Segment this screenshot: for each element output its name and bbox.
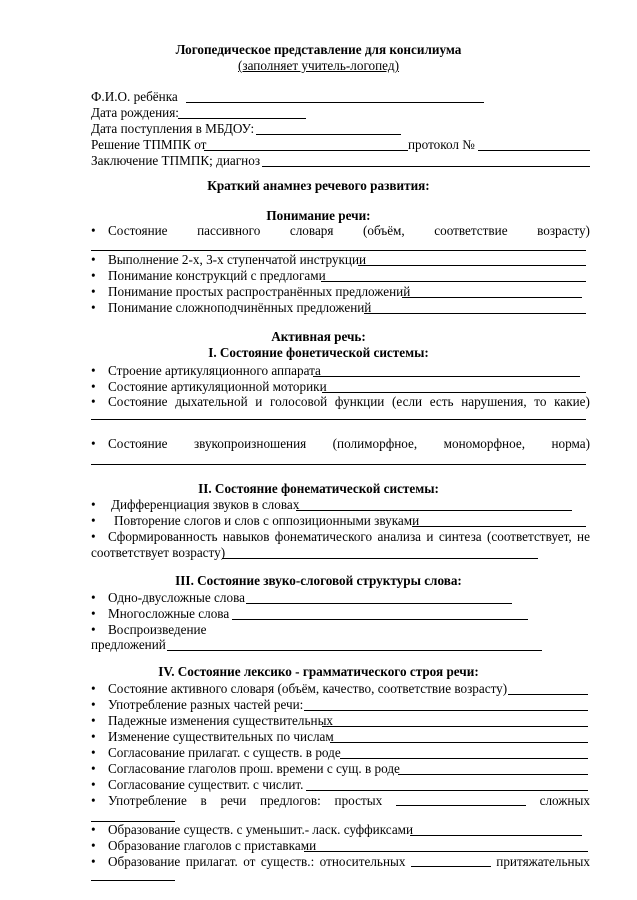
answer-line[interactable] xyxy=(398,774,588,775)
understanding-item: Понимание сложноподчинённых предложений xyxy=(108,300,372,315)
word: Состояние xyxy=(108,436,168,451)
answer-line[interactable] xyxy=(304,710,588,711)
field-birth-label: Дата рождения: xyxy=(91,105,179,120)
word: то xyxy=(534,394,547,409)
lexical-item: Согласование прилагат. с существ. в роде xyxy=(108,745,341,760)
word: сложных xyxy=(539,793,590,808)
form-subtitle: (заполняет учитель-логопед) xyxy=(238,58,399,73)
word: нарушения, xyxy=(461,394,527,409)
word: навыков xyxy=(222,529,270,544)
lexical-item: Образование глаголов с приставками xyxy=(108,838,317,853)
form-title: Логопедическое представление для консилиума xyxy=(175,42,462,57)
answer-line[interactable] xyxy=(330,742,588,743)
passive-vocab-line xyxy=(108,223,590,239)
answer-line[interactable] xyxy=(508,694,588,695)
phonetic-item: Строение артикуляционного аппарата xyxy=(108,363,321,378)
word: Сформированность xyxy=(108,529,218,544)
word: существ.: xyxy=(260,854,315,869)
answer-line[interactable] xyxy=(364,313,586,314)
lexical-item: Изменение существительных по числам xyxy=(108,729,334,744)
breath-answer-line[interactable] xyxy=(91,419,586,420)
word: предлогов: xyxy=(260,793,321,808)
word: притяжательных xyxy=(496,854,590,869)
anamnesis-heading: Краткий анамнез речевого развития: xyxy=(207,178,430,193)
word: пассивного xyxy=(197,223,261,238)
bullet: • xyxy=(91,622,96,637)
bullet: • xyxy=(91,529,96,544)
answer-line[interactable] xyxy=(167,650,542,651)
answer-line[interactable] xyxy=(410,835,582,836)
word: (соответствует, xyxy=(487,529,572,544)
bullet: • xyxy=(91,713,96,728)
bullet: • xyxy=(91,513,96,528)
bullet: • xyxy=(91,300,96,315)
bullet: • xyxy=(91,854,96,869)
field-protocol-line[interactable] xyxy=(478,150,590,151)
word: не xyxy=(577,529,590,544)
answer-line[interactable] xyxy=(340,758,588,759)
field-fio-label: Ф.И.О. ребёнка xyxy=(91,89,178,104)
word: соответствие xyxy=(434,223,508,238)
lexical-item: Состояние активного словаря (объём, качество, соответствие возрасту) xyxy=(108,681,508,696)
answer-line[interactable] xyxy=(412,526,586,527)
answer-line[interactable] xyxy=(358,265,586,266)
answer-line[interactable] xyxy=(232,619,528,620)
sound-answer-line[interactable] xyxy=(91,464,586,465)
word: Употребление xyxy=(108,793,187,808)
field-fio-line[interactable] xyxy=(186,102,484,103)
word: норма) xyxy=(551,436,590,451)
bullet: • xyxy=(91,379,96,394)
field-tpmpk-date-line[interactable] xyxy=(204,150,408,151)
bullet: • xyxy=(91,252,96,267)
word: и xyxy=(255,394,263,409)
bullet: • xyxy=(91,606,96,621)
bullet: • xyxy=(91,793,96,808)
bullet: • xyxy=(91,223,96,238)
word: анализа xyxy=(377,529,422,544)
word: простых xyxy=(334,793,383,808)
bullet: • xyxy=(91,777,96,792)
field-birth-line[interactable] xyxy=(178,118,306,119)
phonetic-item: Состояние артикуляционной моторики xyxy=(108,379,327,394)
active-speech-heading: Активная речь: xyxy=(271,329,366,344)
lexical-heading: IV. Состояние лексико - грамматического строя речи: xyxy=(158,664,479,679)
bullet: • xyxy=(91,697,96,712)
phonemic-analysis-line xyxy=(108,529,590,545)
word: голосовой xyxy=(270,394,328,409)
syllabic-item: Воспроизведение xyxy=(108,622,207,637)
word: словаря xyxy=(289,223,334,238)
word: Состояние xyxy=(108,223,168,238)
word: речи xyxy=(220,793,247,808)
sound-pronunciation-line xyxy=(108,436,590,452)
bullet: • xyxy=(91,822,96,837)
breath-function-line xyxy=(108,394,590,410)
word: мономорфное, xyxy=(443,436,526,451)
answer-line[interactable] xyxy=(402,297,582,298)
word: фонематического xyxy=(274,529,373,544)
phonemic-heading: II. Состояние фонематической системы: xyxy=(198,481,439,496)
word: какие) xyxy=(554,394,590,409)
word: синтеза xyxy=(438,529,482,544)
word: функции xyxy=(334,394,385,409)
prepositions-line xyxy=(108,793,590,809)
phonemic-item: Дифференциация звуков в словах xyxy=(111,497,300,512)
lexical-item: Образование существ. с уменьшит.- ласк. суффиксами xyxy=(108,822,414,837)
bullet: • xyxy=(91,681,96,696)
phonemic-analysis-cont: соответствует возрасту) xyxy=(91,545,226,560)
word: (объём, xyxy=(363,223,405,238)
understanding-heading: Понимание речи: xyxy=(266,208,371,223)
relative-adjectives-line[interactable] xyxy=(411,854,491,867)
understanding-item: Понимание конструкций с предлогами xyxy=(108,268,326,283)
word: возрасту) xyxy=(537,223,590,238)
simple-prepositions-line[interactable] xyxy=(396,793,526,806)
answer-line[interactable] xyxy=(321,281,586,282)
bullet: • xyxy=(91,363,96,378)
understanding-item: Понимание простых распространённых предложений xyxy=(108,284,411,299)
field-admission-line[interactable] xyxy=(256,134,401,135)
word: от xyxy=(243,854,256,869)
lexical-item: Согласование существит. с числит. xyxy=(108,777,304,792)
answer-line[interactable] xyxy=(313,376,580,377)
answer-line[interactable] xyxy=(246,603,512,604)
bullet: • xyxy=(91,284,96,299)
bullet: • xyxy=(91,268,96,283)
bullet: • xyxy=(91,394,96,409)
word: Состояние xyxy=(108,394,168,409)
answer-line[interactable] xyxy=(91,880,175,881)
word: и xyxy=(426,529,434,544)
answer-line[interactable] xyxy=(296,510,572,511)
phonetic-heading: I. Состояние фонетической системы: xyxy=(208,345,429,360)
syllabic-heading: III. Состояние звуко-слоговой структуры слова: xyxy=(175,573,462,588)
word: (полиморфное, xyxy=(332,436,418,451)
syllabic-item: Многосложные слова xyxy=(108,606,230,621)
passive-vocab-answer-line[interactable] xyxy=(91,250,586,251)
bullet: • xyxy=(91,729,96,744)
field-admission-label: Дата поступления в МБДОУ: xyxy=(91,121,255,136)
field-conclusion-line[interactable] xyxy=(262,166,590,167)
answer-line[interactable] xyxy=(322,726,588,727)
bullet: • xyxy=(91,590,96,605)
word: прилагат. xyxy=(185,854,238,869)
field-protocol-label: протокол № xyxy=(408,137,475,152)
lexical-item: Согласование глаголов прош. времени с сущ. в роде xyxy=(108,761,400,776)
word: в xyxy=(200,793,207,808)
answer-line[interactable] xyxy=(304,851,588,852)
lexical-item: Употребление разных частей речи: xyxy=(108,697,304,712)
word: (если xyxy=(392,394,423,409)
bullet: • xyxy=(91,745,96,760)
adjectives-line xyxy=(108,854,590,870)
syllabic-sentences: предложений xyxy=(91,637,166,652)
answer-line[interactable] xyxy=(222,558,538,559)
word: есть xyxy=(429,394,454,409)
bullet: • xyxy=(91,436,96,451)
bullet: • xyxy=(91,497,96,512)
word: относительных xyxy=(319,854,406,869)
word: дыхательной xyxy=(175,394,248,409)
answer-line[interactable] xyxy=(322,392,586,393)
field-tpmpk-label: Решение ТПМПК от xyxy=(91,137,207,152)
syllabic-item: Одно-двусложные слова xyxy=(108,590,245,605)
field-conclusion-label: Заключение ТПМПК; диагноз xyxy=(91,153,261,168)
bullet: • xyxy=(91,838,96,853)
word: звукопроизношения xyxy=(193,436,307,451)
answer-line[interactable] xyxy=(306,790,588,791)
understanding-item: Выполнение 2-х, 3-х ступенчатой инструкции xyxy=(108,252,367,267)
bullet: • xyxy=(91,761,96,776)
lexical-item: Падежные изменения существительных xyxy=(108,713,334,728)
phonemic-item: Повторение слогов и слов с оппозиционными звуками xyxy=(114,513,420,528)
word: Образование xyxy=(108,854,181,869)
